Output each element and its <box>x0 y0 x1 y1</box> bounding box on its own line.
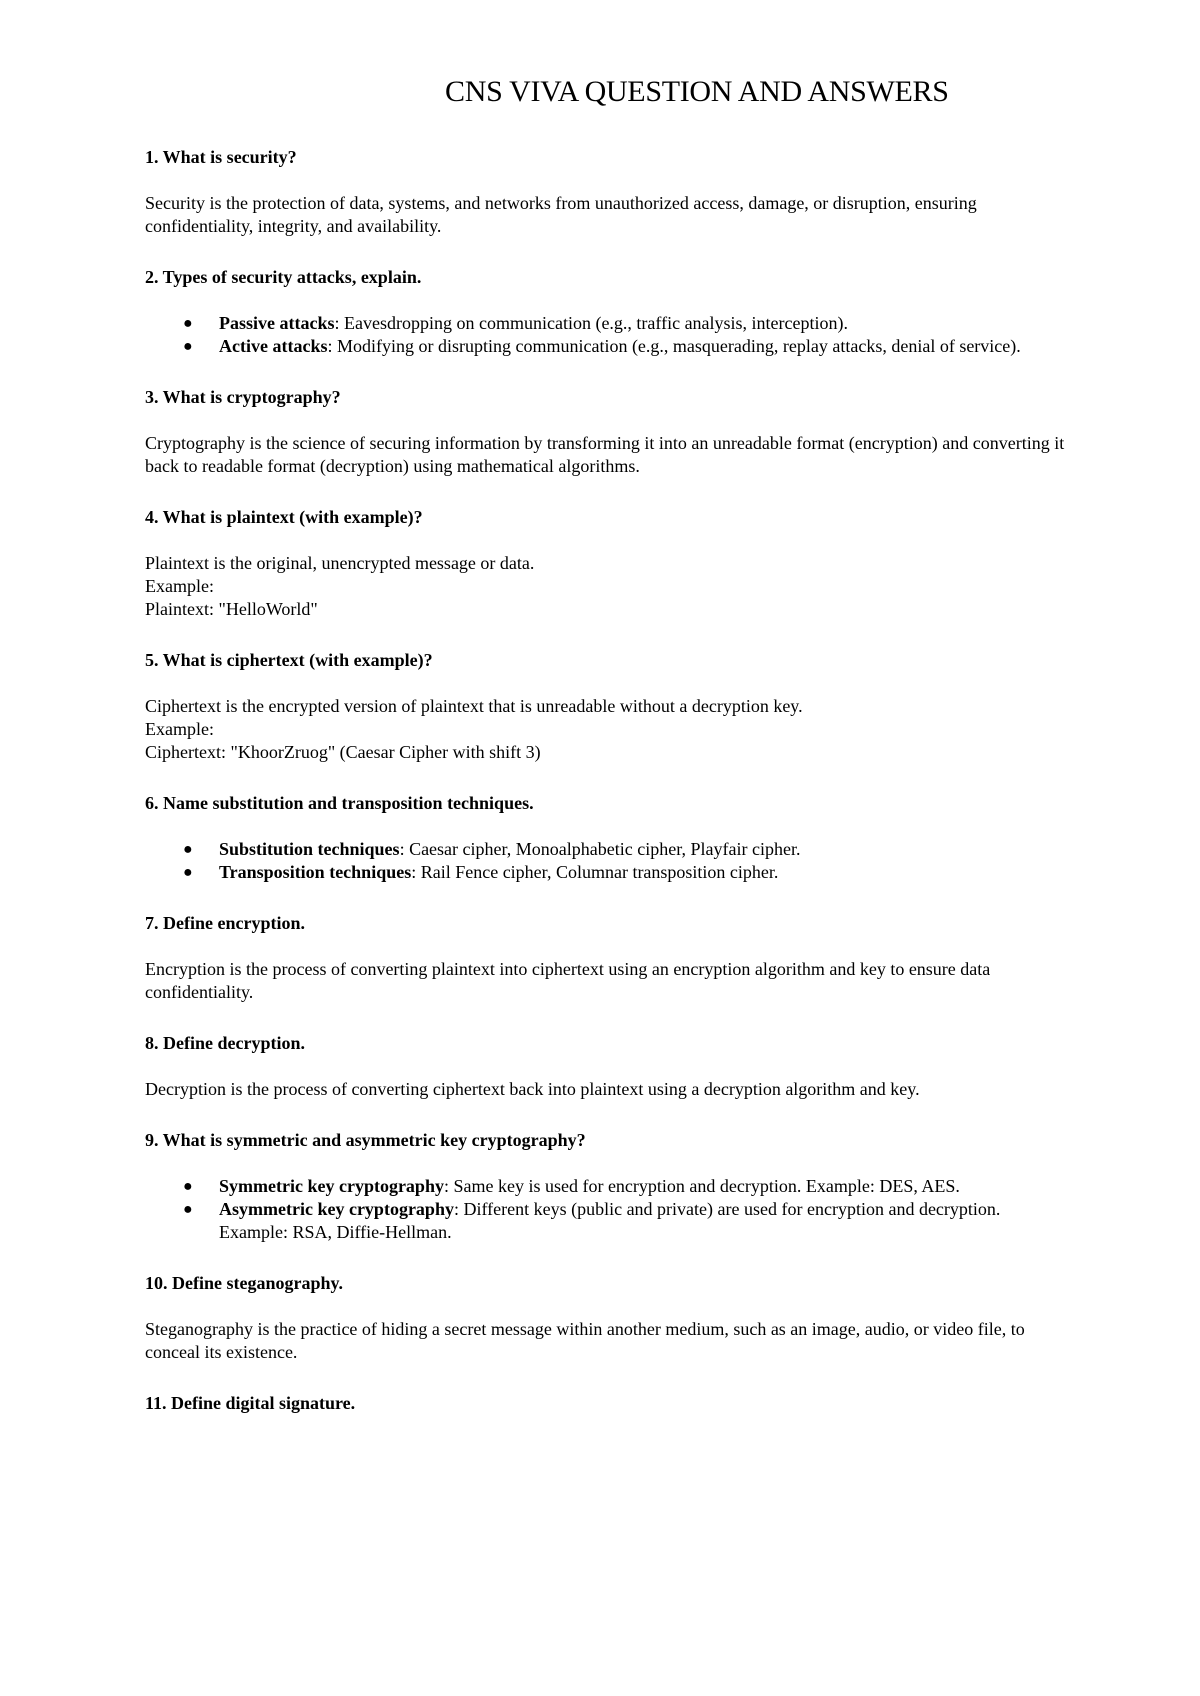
answer-paragraph: Cryptography is the science of securing information by transforming it into an unreadable format (encryption) and converting it back to readable format (decryption) using mathematical algorithms. <box>145 433 1065 476</box>
question-heading: 6. Name substitution and transposition techniques. <box>145 793 534 813</box>
document-title: CNS VIVA QUESTION AND ANSWERS <box>445 75 949 108</box>
bullet-list <box>145 312 1070 358</box>
bullet-icon: ● <box>183 1178 193 1195</box>
list-item <box>145 1175 1070 1198</box>
list-text: : Caesar cipher, Monoalphabetic cipher, Playfair cipher. <box>399 839 801 859</box>
bullet-icon: ● <box>183 864 193 881</box>
list-text: : Rail Fence cipher, Columnar transposition cipher. <box>411 862 779 882</box>
list-term: Symmetric key cryptography <box>219 1176 444 1196</box>
answer-paragraph: Steganography is the practice of hiding a secret message within another medium, such as an image, audio, or video file, to conceal its existence. <box>145 1319 1025 1362</box>
bullet-icon: ● <box>183 841 193 858</box>
bullet-list <box>145 838 1070 884</box>
answer-line: Example: <box>145 576 214 596</box>
answer-paragraph: Decryption is the process of converting ciphertext back into plaintext using a decryption algorithm and key. <box>145 1079 920 1099</box>
list-text: : Different keys (public and private) are used for encryption and decryption. Example: RSA, Diffie-Hellman. <box>219 1199 1001 1242</box>
document-body <box>145 146 1070 1438</box>
list-item <box>145 861 1070 884</box>
question-heading: 10. Define steganography. <box>145 1273 343 1293</box>
list-item <box>145 312 1070 335</box>
question-heading: 4. What is plaintext (with example)? <box>145 507 423 527</box>
bullet-list <box>145 1175 1070 1244</box>
list-item <box>145 335 1070 358</box>
list-term: Substitution techniques <box>219 839 400 859</box>
question-heading: 9. What is symmetric and asymmetric key cryptography? <box>145 1130 586 1150</box>
answer-paragraph: Security is the protection of data, systems, and networks from unauthorized access, damage, or disruption, ensuring confidentiality, integrity, and availability. <box>145 193 977 236</box>
bullet-icon: ● <box>183 338 193 355</box>
answer-line: Ciphertext: "KhoorZruog" (Caesar Cipher with shift 3) <box>145 742 541 762</box>
answer-paragraph: Encryption is the process of converting plaintext into ciphertext using an encryption algorithm and key to ensure data confidentiality. <box>145 959 991 1002</box>
list-item <box>145 1198 1070 1244</box>
question-heading: 11. Define digital signature. <box>145 1393 356 1413</box>
question-heading: 5. What is ciphertext (with example)? <box>145 650 433 670</box>
bullet-icon: ● <box>183 1201 193 1218</box>
list-text: : Same key is used for encryption and decryption. Example: DES, AES. <box>443 1176 960 1196</box>
question-heading: 2. Types of security attacks, explain. <box>145 267 422 287</box>
list-term: Passive attacks <box>219 313 335 333</box>
answer-line: Example: <box>145 719 214 739</box>
list-text: : Modifying or disrupting communication (e.g., masquerading, replay attacks, denial of service). <box>327 336 1021 356</box>
answer-line: Plaintext: "HelloWorld" <box>145 599 318 619</box>
list-item <box>145 838 1070 861</box>
list-term: Transposition techniques <box>219 862 412 882</box>
answer-paragraph <box>145 552 1070 621</box>
question-heading: 7. Define encryption. <box>145 913 305 933</box>
question-heading: 8. Define decryption. <box>145 1033 305 1053</box>
question-heading: 3. What is cryptography? <box>145 387 341 407</box>
list-term: Asymmetric key cryptography <box>219 1199 454 1219</box>
bullet-icon: ● <box>183 315 193 332</box>
list-text: : Eavesdropping on communication (e.g., traffic analysis, interception). <box>334 313 849 333</box>
answer-paragraph <box>145 695 1070 764</box>
answer-line: Ciphertext is the encrypted version of plaintext that is unreadable without a decryption key. <box>145 696 803 716</box>
answer-line: Plaintext is the original, unencrypted message or data. <box>145 553 535 573</box>
question-heading: 1. What is security? <box>145 147 297 167</box>
list-term: Active attacks <box>219 336 328 356</box>
